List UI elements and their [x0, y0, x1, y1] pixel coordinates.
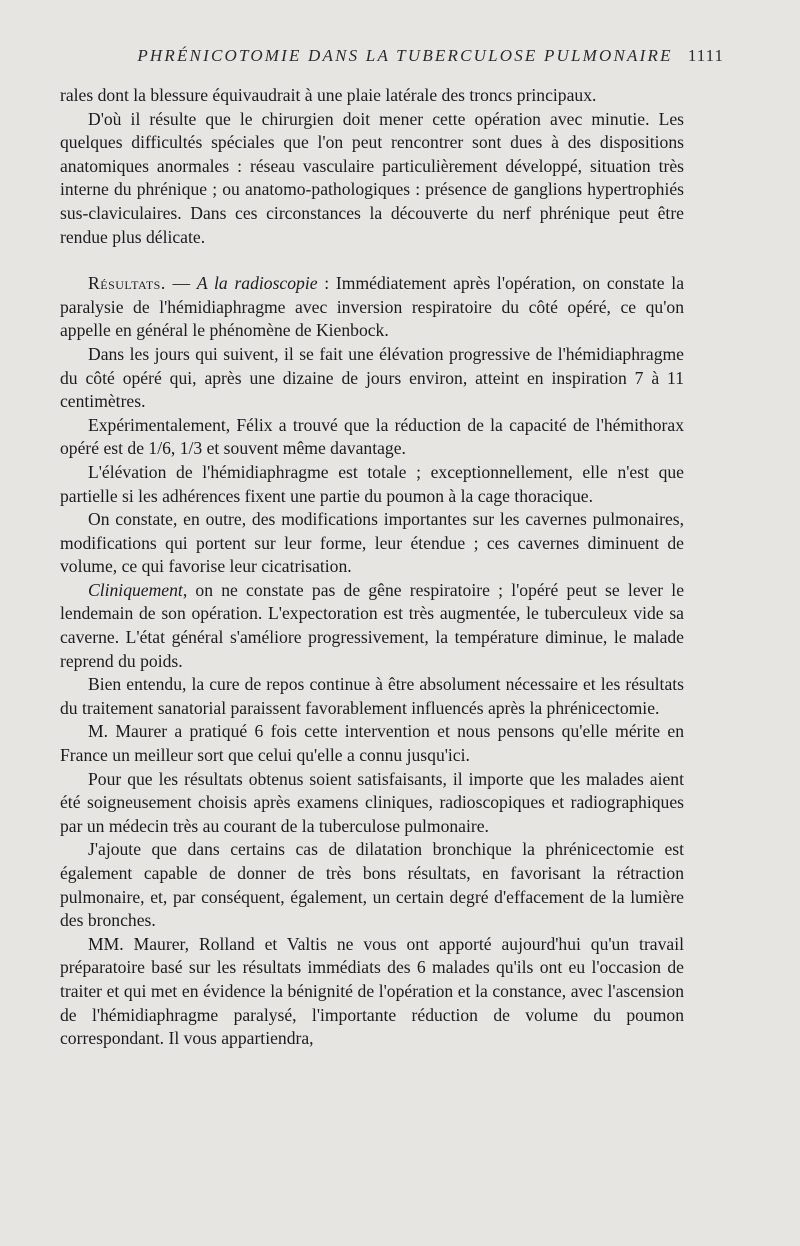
page-number: 1111: [687, 46, 724, 65]
paragraph: D'où il résulte que le chirurgien doit mener cette opération avec minutie. Les quelques difficultés spéciales que l'on peut rencontrer sont dues à des dispositions anatomiques anormales : réseau vasculaire particulièrement développé, situation très interne du phrénique ; ou anatomo-pathologiques : présence de ganglions hypertrophiés sus-claviculaires. Dans ces circonstances la découverte du nerf phrénique peut être rendue plus délicate.: [60, 108, 684, 247]
paragraph: On constate, en outre, des modifications importantes sur les cavernes pulmonaires, modifications qui portent sur leur forme, leur étendue ; ces cavernes diminuent de volume, ce qui favorise leur cicatrisation.: [60, 509, 684, 577]
paragraph: J'ajoute que dans certains cas de dilatation bronchique la phrénicectomie est également capable de donner de très bons résultats, en favorisant la rétraction pulmonaire, et, par conséquent, également, un certain degré d'effacement de la lumière des bronches.: [60, 839, 684, 931]
paragraph: Bien entendu, la cure de repos continue à être absolument nécessaire et les résultats du traitement sanatorial paraissent favorablement influencés après la phrénicectomie.: [60, 674, 684, 718]
paragraph: Expérimentalement, Félix a trouvé que la réduction de la capacité de l'hémithorax opéré est de 1/6, 1/3 et souvent même davantage.: [60, 414, 684, 459]
paragraph: MM. Maurer, Rolland et Valtis ne vous ont apporté aujourd'hui qu'un travail préparatoire basé sur les résultats immédiats des 6 malades qu'ils ont eu l'occasion de traiter et qui met en évidence la bénignité de l'opération et la constance, avec l'ascension de l'hémidiaphragme paralysé, l'importante réduction de volume du poumon correspondant. Il vous appartiendra,: [60, 933, 684, 1049]
results-paragraph: Résultats. — A la radioscopie : Immédiatement après l'opération, on constate la paralysie de l'hémidiaphragme avec inversion respiratoire du côté opéré, ce qu'on appelle en général le phénomène de Kienbock.: [60, 273, 685, 341]
paragraph: Pour que les résultats obtenus soient satisfaisants, il importe que les malades aient été soigneusement choisis après examens cliniques, radioscopiques et radiographiques par un médecin très au courant de la tuberculose pulmonaire.: [60, 768, 684, 836]
paragraph: Dans les jours qui suivent, il se fait une élévation progressive de l'hémidiaphragme du côté opéré qui, après une dizaine de jours environ, atteint en inspiration 7 à 11 centimètres.: [60, 343, 684, 412]
italic-lead: Cliniquement: [88, 579, 183, 600]
running-title: PHRÉNICOTOMIE DANS LA TUBERCULOSE PULMONAIRE: [137, 46, 673, 65]
clinical-paragraph: Cliniquement, on ne constate pas de gêne respiratoire ; l'opéré peut se lever le lendemain de son opération. L'expectoration est très augmentée, le tuberculeux vide sa caverne. L'état général s'améliore progressivement, la température diminue, le malade reprend du poids.: [60, 579, 684, 671]
body-text: [60, 84, 684, 1051]
paragraph-continuation: rales dont la blessure équivaudrait à une plaie latérale des troncs principaux.: [60, 85, 597, 105]
paragraph: M. Maurer a pratiqué 6 fois cette intervention et nous pensons qu'elle mérite en France un meilleur sort que celui qu'elle a connu jusqu'ici.: [60, 721, 684, 766]
running-head: [60, 46, 724, 70]
subsection-heading: A la radioscopie: [196, 273, 318, 294]
paragraph: L'élévation de l'hémidiaphragme est totale ; exceptionnellement, elle n'est que partielle si les adhérences fixent une partie du poumon à la cage thoracique.: [60, 461, 684, 506]
section-heading: Résultats.: [88, 273, 166, 294]
